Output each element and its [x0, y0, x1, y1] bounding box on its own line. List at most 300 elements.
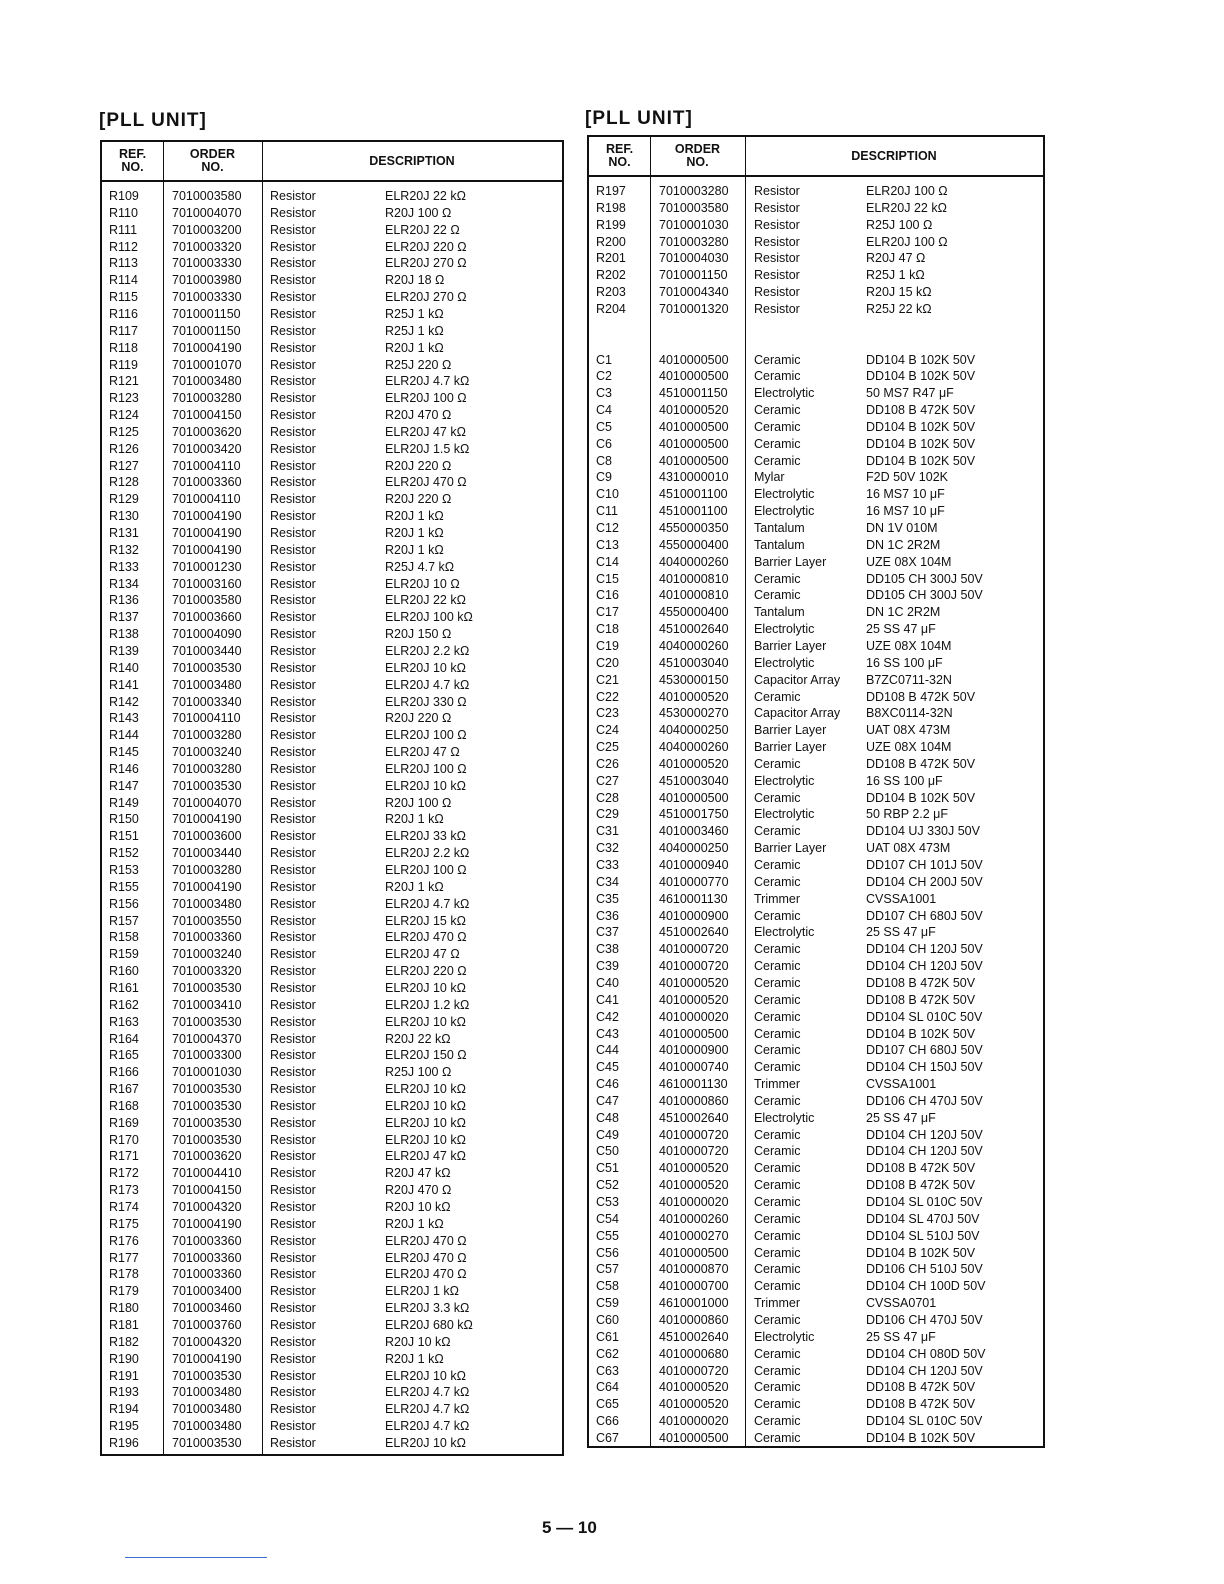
table-row [589, 672, 1043, 689]
part-type: Resistor [270, 1284, 316, 1299]
part-spec: 50 RBP 2.2 μF [866, 807, 949, 822]
table-row [102, 1182, 562, 1199]
table-row [102, 1233, 562, 1250]
table-row [102, 1368, 562, 1385]
ref-no: R158 [109, 930, 139, 945]
order-no: 4010000720 [659, 1363, 729, 1378]
order-no: 7010001150 [172, 323, 241, 338]
ref-no: C60 [596, 1312, 619, 1327]
order-no: 7010004150 [172, 408, 242, 423]
part-type: Ceramic [754, 1414, 801, 1429]
part-spec: R25J 22 kΩ [866, 301, 932, 316]
table-row [102, 997, 562, 1014]
part-type: Ceramic [754, 1093, 801, 1108]
part-spec: CVSSA1001 [866, 1077, 937, 1092]
ref-no: C56 [596, 1245, 619, 1260]
part-type: Resistor [270, 424, 316, 439]
table-row [589, 840, 1043, 857]
table-row [102, 1317, 562, 1334]
table-row [589, 352, 1043, 369]
part-spec: DD104 SL 510J 50V [866, 1228, 980, 1243]
part-spec: ELR20J 470 Ω [385, 475, 467, 490]
part-spec: ELR20J 470 Ω [385, 1250, 467, 1265]
order-no: 7010003530 [172, 1368, 242, 1383]
order-no: 7010004190 [172, 1216, 242, 1231]
table-row [102, 306, 562, 323]
order-no: 7010003360 [172, 1250, 242, 1265]
order-no: 4010000500 [659, 419, 729, 434]
part-spec: R20J 1 kΩ [385, 542, 444, 557]
table-row [102, 694, 562, 711]
ref-no: R149 [109, 795, 139, 810]
part-spec: DD108 B 472K 50V [866, 1380, 976, 1395]
order-no: 7010001030 [172, 1065, 242, 1080]
part-spec: DD104 CH 120J 50V [866, 1363, 983, 1378]
ref-no: R144 [109, 728, 139, 743]
ref-no: C40 [596, 975, 619, 990]
table-row [589, 469, 1043, 486]
ref-no: C34 [596, 874, 619, 889]
table-row [589, 1177, 1043, 1194]
table-row [589, 486, 1043, 503]
part-spec: UZE 08X 104M [866, 740, 952, 755]
part-type: Trimmer [754, 891, 801, 906]
part-type: Resistor [754, 234, 800, 249]
ref-no: C12 [596, 521, 619, 535]
ref-no: R171 [109, 1149, 139, 1164]
part-type: Resistor [270, 1166, 316, 1181]
part-spec: DN 1V 010M [866, 521, 938, 535]
table-row [589, 689, 1043, 706]
order-no: 4510002640 [659, 925, 729, 940]
order-no: 4010000720 [659, 1144, 729, 1159]
part-type: Resistor [270, 1317, 316, 1332]
table-row [589, 537, 1043, 554]
part-spec: DD104 B 102K 50V [866, 790, 976, 805]
part-type: Ceramic [754, 453, 801, 468]
part-type: Resistor [270, 509, 316, 524]
order-no: 7010003530 [172, 1132, 242, 1147]
part-spec: ELR20J 1.5 kΩ [385, 441, 470, 456]
part-type: Ceramic [754, 1178, 801, 1193]
order-no: 7010003280 [172, 761, 242, 776]
table-row [589, 604, 1043, 621]
part-spec: DD104 B 102K 50V [866, 419, 976, 434]
part-type: Ceramic [754, 992, 801, 1007]
ref-no: R118 [109, 340, 138, 355]
table-row [102, 1014, 562, 1031]
part-type: Resistor [270, 256, 316, 271]
ref-no: C61 [596, 1329, 619, 1344]
table-row [102, 1165, 562, 1182]
table-row [589, 419, 1043, 436]
part-type: Resistor [270, 1368, 316, 1383]
ref-no: R119 [109, 357, 138, 372]
part-spec: DD108 B 472K 50V [866, 1397, 976, 1412]
part-spec: DD104 CH 120J 50V [866, 959, 983, 974]
ref-no: C9 [596, 470, 612, 485]
part-spec: ELR20J 10 kΩ [385, 980, 466, 995]
footer-line [125, 1557, 267, 1558]
order-no: 7010004190 [172, 812, 242, 827]
order-no: 4010000500 [659, 1026, 729, 1041]
part-type: Electrolytic [754, 655, 815, 670]
part-type: Resistor [270, 323, 316, 338]
part-spec: R20J 220 Ω [385, 711, 452, 726]
table-row [589, 722, 1043, 739]
order-no: 7010003580 [172, 189, 242, 203]
ref-no: C27 [596, 773, 619, 788]
part-type: Ceramic [754, 942, 801, 957]
part-type: Resistor [270, 391, 316, 406]
order-no: 7010003580 [172, 593, 242, 608]
ref-no: R197 [596, 184, 626, 198]
ref-no: C25 [596, 740, 619, 755]
part-type: Electrolytic [754, 1329, 815, 1344]
part-spec: DD105 CH 300J 50V [866, 588, 983, 603]
part-type: Trimmer [754, 1296, 801, 1311]
table-row [102, 828, 562, 845]
ref-no: C10 [596, 487, 619, 502]
table-row [589, 705, 1043, 722]
part-type: Resistor [270, 374, 316, 389]
right-table-header [589, 137, 1043, 177]
order-no: 7010003760 [172, 1317, 242, 1332]
order-no: 4010000260 [659, 1211, 729, 1226]
table-row [589, 385, 1043, 402]
ref-no: R131 [109, 526, 139, 540]
table-row [102, 1435, 562, 1452]
table-row [102, 1384, 562, 1401]
part-spec: DD104 B 102K 50V [866, 453, 976, 468]
order-no: 4010000500 [659, 1430, 729, 1445]
table-row [589, 368, 1043, 385]
order-no: 4010000500 [659, 369, 729, 384]
table-row [102, 508, 562, 525]
part-spec: ELR20J 100 Ω [385, 761, 467, 776]
part-spec: UZE 08X 104M [866, 554, 952, 569]
table-row [102, 1047, 562, 1064]
part-spec: UZE 08X 104M [866, 638, 952, 653]
table-row [102, 845, 562, 862]
part-type: Resistor [270, 778, 316, 793]
part-type: Ceramic [754, 571, 801, 586]
table-row [102, 542, 562, 559]
part-spec: F2D 50V 102K [866, 470, 948, 485]
part-type: Ceramic [754, 1026, 801, 1041]
order-no: 4040000260 [659, 740, 729, 755]
ref-no: R156 [109, 896, 139, 911]
order-no: 7010003530 [172, 660, 242, 675]
part-type: Resistor [270, 997, 316, 1012]
part-spec: ELR20J 1 kΩ [385, 1284, 459, 1299]
part-type: Resistor [270, 745, 316, 760]
ref-no: R123 [109, 391, 139, 406]
ref-no: R162 [109, 997, 139, 1012]
part-spec: DD104 CH 200J 50V [866, 874, 983, 889]
part-spec: DD107 CH 680J 50V [866, 1043, 983, 1058]
ref-no: R113 [109, 256, 138, 271]
part-spec: ELR20J 10 kΩ [385, 1098, 466, 1113]
table-row [102, 390, 562, 407]
order-no: 7010004320 [172, 1334, 242, 1349]
part-spec: ELR20J 47 Ω [385, 947, 460, 962]
part-spec: ELR20J 10 kΩ [385, 778, 466, 793]
left-parts-table [100, 140, 564, 1456]
table-row [102, 1351, 562, 1368]
ref-no: R167 [109, 1082, 139, 1097]
part-spec: CVSSA1001 [866, 891, 937, 906]
order-no: 7010003360 [172, 1233, 242, 1248]
order-no: 7010003420 [172, 441, 242, 456]
order-no: 7010003280 [172, 863, 242, 877]
part-spec: DD104 CH 120J 50V [866, 1144, 983, 1159]
part-spec: ELR20J 47 kΩ [385, 1149, 466, 1164]
order-no: 7010004190 [172, 340, 242, 355]
order-no: 7010004410 [172, 1166, 242, 1181]
ref-no: C8 [596, 453, 612, 468]
part-spec: DD107 CH 680J 50V [866, 908, 983, 923]
part-spec: R25J 100 Ω [385, 1065, 452, 1080]
part-spec: DD108 B 472K 50V [866, 756, 976, 771]
ref-no: R145 [109, 745, 139, 760]
order-no: 4010000520 [659, 975, 729, 990]
table-row [589, 1211, 1043, 1228]
ref-no: R128 [109, 475, 139, 490]
table-row [589, 1127, 1043, 1144]
part-type: Resistor [270, 542, 316, 557]
ref-no: C55 [596, 1228, 619, 1243]
ref-no: R157 [109, 913, 139, 928]
order-no: 4040000260 [659, 638, 729, 653]
order-no: 4010000860 [659, 1093, 729, 1108]
table-row [589, 958, 1043, 975]
part-spec: B7ZC0711-32N [866, 672, 952, 687]
part-spec: ELR20J 10 kΩ [385, 1368, 466, 1383]
order-no: 4010000520 [659, 403, 729, 418]
ref-no: R202 [596, 268, 626, 283]
part-spec: ELR20J 22 kΩ [385, 593, 466, 608]
ref-no: R168 [109, 1098, 139, 1113]
ref-no: R139 [109, 643, 139, 658]
order-no: 7010003200 [172, 222, 242, 237]
table-row [102, 879, 562, 896]
part-spec: R20J 1 kΩ [385, 812, 444, 827]
part-spec: 25 SS 47 μF [866, 622, 936, 637]
ref-no: R198 [596, 200, 626, 215]
part-type: Ceramic [754, 1043, 801, 1058]
order-no: 7010003980 [172, 273, 242, 288]
part-spec: ELR20J 22 kΩ [866, 200, 947, 215]
ref-no: C42 [596, 1009, 619, 1024]
ref-no: R141 [109, 677, 139, 692]
part-type: Ceramic [754, 756, 801, 771]
order-no: 4610001130 [659, 891, 728, 906]
table-row [102, 795, 562, 812]
part-spec: 16 SS 100 μF [866, 773, 943, 788]
order-no: 4010000500 [659, 453, 729, 468]
part-type: Electrolytic [754, 925, 815, 940]
order-no: 4010000500 [659, 790, 729, 805]
part-spec: ELR20J 22 Ω [385, 222, 460, 237]
part-spec: ELR20J 10 kΩ [385, 1132, 466, 1147]
part-type: Resistor [270, 846, 316, 861]
order-no: 7010003240 [172, 947, 242, 962]
order-no: 7010003460 [172, 1301, 242, 1316]
ref-no: C35 [596, 891, 619, 906]
part-type: Ceramic [754, 1397, 801, 1412]
ref-no: C64 [596, 1380, 619, 1395]
ref-no: C66 [596, 1414, 619, 1429]
part-spec: R20J 1 kΩ [385, 526, 444, 540]
table-row [589, 806, 1043, 823]
part-spec: R20J 22 kΩ [385, 1031, 451, 1046]
part-spec: R20J 1 kΩ [385, 879, 444, 894]
order-no: 7010003530 [172, 1082, 242, 1097]
order-no: 4010000500 [659, 436, 729, 451]
part-spec: R20J 100 Ω [385, 205, 452, 220]
order-no: 7010001320 [659, 301, 729, 316]
part-type: Tantalum [754, 537, 805, 552]
table-row [102, 222, 562, 239]
part-spec: DD107 CH 101J 50V [866, 858, 983, 872]
part-type: Resistor [270, 273, 316, 288]
order-no: 7010003440 [172, 643, 242, 658]
table-row [102, 1283, 562, 1300]
part-type: Resistor [270, 1014, 316, 1029]
part-type: Resistor [270, 1048, 316, 1063]
part-spec: CVSSA0701 [866, 1296, 937, 1311]
order-no: 7010003530 [172, 1014, 242, 1029]
part-type: Resistor [270, 408, 316, 423]
table-row [589, 1076, 1043, 1093]
ref-no: R151 [109, 829, 139, 844]
ref-no: C43 [596, 1026, 619, 1041]
part-type: Resistor [270, 475, 316, 490]
table-row [102, 1334, 562, 1351]
part-type: Resistor [270, 711, 316, 726]
order-no: 7010003280 [659, 184, 729, 198]
part-type: Resistor [270, 189, 316, 203]
part-type: Resistor [270, 627, 316, 642]
part-type: Mylar [754, 470, 785, 485]
table-row [102, 677, 562, 694]
ref-no: R203 [596, 285, 626, 300]
part-spec: 16 MS7 10 μF [866, 487, 945, 502]
part-type: Resistor [270, 576, 316, 591]
ref-no: C24 [596, 723, 619, 738]
part-type: Resistor [270, 1200, 316, 1214]
part-spec: ELR20J 100 Ω [385, 728, 467, 743]
order-no: 7010003280 [172, 391, 242, 406]
ref-no: C29 [596, 807, 619, 822]
part-spec: ELR20J 470 Ω [385, 930, 467, 945]
ref-no: R152 [109, 846, 139, 861]
table-row [102, 239, 562, 256]
part-spec: ELR20J 15 kΩ [385, 913, 466, 928]
ref-no: R199 [596, 217, 626, 232]
order-no: 7010004320 [172, 1200, 242, 1214]
ref-no: C52 [596, 1178, 619, 1193]
part-spec: ELR20J 10 kΩ [385, 1082, 466, 1097]
page-number: 5 — 10 [542, 1518, 597, 1537]
order-no: 7010001150 [172, 306, 241, 321]
table-row [102, 778, 562, 795]
table-row [589, 924, 1043, 941]
ref-no: C65 [596, 1397, 619, 1412]
part-spec: ELR20J 3.3 kΩ [385, 1301, 470, 1316]
right-header-order: ORDER NO. [674, 142, 721, 169]
order-no: 7010003480 [172, 1402, 242, 1417]
table-row [102, 643, 562, 660]
part-spec: DD106 CH 470J 50V [866, 1312, 983, 1327]
part-type: Ceramic [754, 975, 801, 990]
part-type: Ceramic [754, 874, 801, 889]
part-spec: R25J 1 kΩ [385, 306, 444, 321]
table-row [589, 503, 1043, 520]
part-spec: DN 1C 2R2M [866, 537, 941, 552]
part-spec: ELR20J 470 Ω [385, 1233, 467, 1248]
order-no: 7010003480 [172, 1419, 242, 1434]
ref-no: R178 [109, 1267, 139, 1282]
table-row [589, 571, 1043, 588]
table-row [102, 1250, 562, 1267]
table-row [102, 205, 562, 222]
ref-no: C33 [596, 858, 619, 872]
part-type: Resistor [270, 1216, 316, 1231]
table-row [102, 357, 562, 374]
order-no: 4010000680 [659, 1346, 729, 1361]
part-type: Ceramic [754, 419, 801, 434]
part-type: Barrier Layer [754, 638, 827, 653]
order-no: 7010003300 [172, 1048, 242, 1063]
part-type: Ceramic [754, 858, 801, 872]
ref-no: C48 [596, 1110, 619, 1125]
table-row [102, 458, 562, 475]
part-spec: ELR20J 47 kΩ [385, 424, 466, 439]
part-type: Resistor [270, 1132, 316, 1147]
part-type: Ceramic [754, 1009, 801, 1024]
order-no: 7010004070 [172, 795, 242, 810]
part-type: Ceramic [754, 1312, 801, 1327]
part-type: Resistor [270, 222, 316, 237]
ref-no: R175 [109, 1216, 139, 1231]
ref-no: R169 [109, 1115, 139, 1130]
ref-no: R129 [109, 492, 139, 507]
ref-no: R121 [109, 374, 139, 389]
part-spec: R20J 220 Ω [385, 458, 452, 473]
ref-no: R146 [109, 761, 139, 776]
order-no: 4010000900 [659, 908, 729, 923]
table-row [102, 491, 562, 508]
ref-no: R142 [109, 694, 139, 709]
order-no: 7010003340 [172, 694, 242, 709]
order-no: 4610001130 [659, 1077, 728, 1092]
part-type: Barrier Layer [754, 740, 827, 755]
table-row [102, 1081, 562, 1098]
ref-no: R161 [109, 980, 139, 995]
table-row [589, 1160, 1043, 1177]
ref-no: R170 [109, 1132, 139, 1147]
ref-no: C6 [596, 436, 612, 451]
table-row [589, 1413, 1043, 1430]
part-spec: ELR20J 1.2 kΩ [385, 997, 470, 1012]
table-row [102, 660, 562, 677]
order-no: 7010003580 [659, 200, 729, 215]
table-row [589, 790, 1043, 807]
part-type: Barrier Layer [754, 723, 827, 738]
table-row [589, 1194, 1043, 1211]
